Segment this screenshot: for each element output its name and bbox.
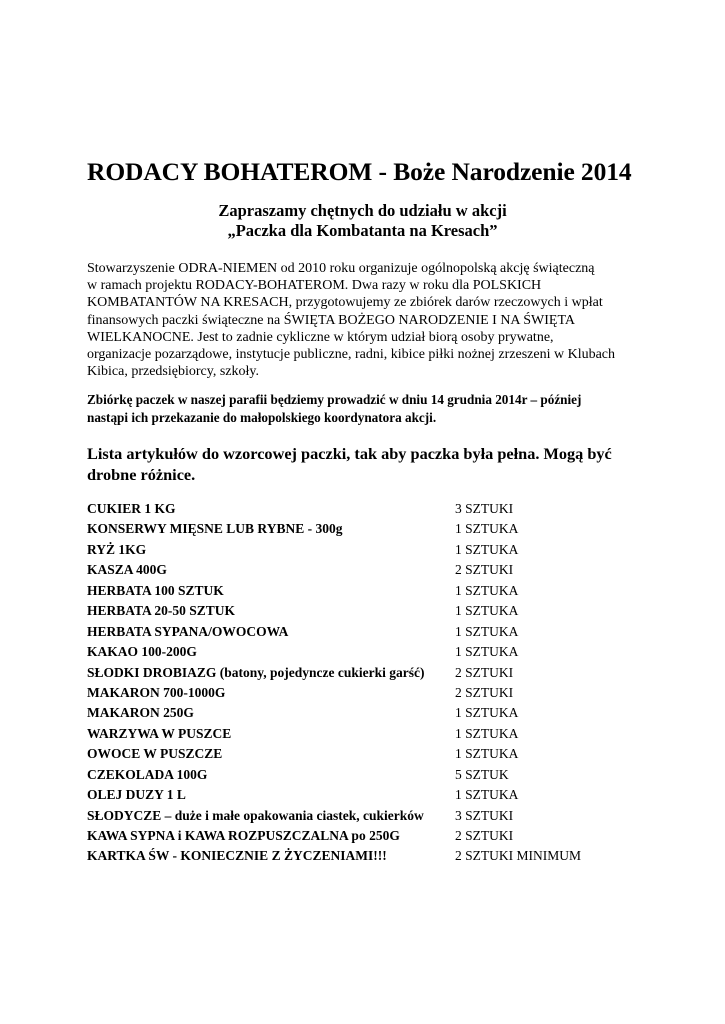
item-quantity: 1 SZTUKA [455,603,519,619]
item-name: KAKAO 100-200G [87,644,197,660]
item-quantity: 2 SZTUKI [455,562,514,578]
item-name: KASZA 400G [87,562,167,578]
collection-line: nastąpi ich przekazanie do małopolskiego koordynatora akcji. [87,409,437,425]
list-item [87,724,647,744]
item-quantity: 3 SZTUKI [455,807,514,823]
intro-line: WIELKANOCNE. Jest to zadnie cykliczne w którym udział biorą osoby prywatne, [87,329,554,345]
list-item [87,540,647,560]
item-quantity: 1 SZTUKA [455,644,519,660]
list-heading [87,444,647,485]
item-quantity: 1 SZTUKA [455,521,519,537]
document-title: RODACY BOHATEROM - Boże Narodzenie 2014 [87,157,632,186]
item-name: HERBATA SYPANA/OWOCOWA [87,623,289,639]
item-quantity: 1 SZTUKA [455,725,519,741]
intro-line: organizacje pozarządowe, instytucje publiczne, radni, kibice piłki nożnej zrzeszeni w Klubach [87,347,616,363]
list-item [87,560,647,580]
item-name: MAKARON 250G [87,705,194,721]
list-item [87,601,647,621]
item-quantity: 5 SZTUK [455,766,509,782]
list-item [87,826,647,846]
subtitle-line-1: Zapraszamy chętnych do udziału w akcji [218,201,507,220]
list-item [87,499,647,519]
list-item [87,622,647,642]
intro-line: w ramach projektu RODACY-BOHATEROM. Dwa razy w roku dla POLSKICH [87,278,542,294]
item-name: WARZYWA W PUSZCE [87,725,232,741]
list-heading-line: drobne różnice. [87,464,196,484]
item-quantity: 2 SZTUKI [455,664,514,680]
item-quantity: 1 SZTUKA [455,746,519,762]
list-item [87,581,647,601]
item-quantity: 1 SZTUKA [455,582,519,598]
item-quantity: 1 SZTUKA [455,705,519,721]
intro-paragraph [87,260,647,380]
subtitle-line-2: „Paczka dla Kombatanta na Kresach” [227,221,498,240]
item-name: RYŻ 1KG [87,541,147,557]
item-name: KAWA SYPNA i KAWA ROZPUSZCZALNA po 250G [87,828,400,843]
item-name: OLEJ DUZY 1 L [87,787,186,803]
list-item [87,765,647,785]
list-heading-line: Lista artykułów do wzorcowej paczki, tak aby paczka była pełna. Mogą być [87,444,612,463]
list-item [87,683,647,703]
item-quantity: 1 SZTUKA [455,541,519,557]
item-list [87,499,647,867]
item-quantity: 2 SZTUKI MINIMUM [455,848,581,864]
document-subtitle [0,201,725,241]
intro-line: Kibica, przedsiębiorcy, szkoły. [87,364,259,380]
item-name: HERBATA 100 SZTUK [87,582,224,598]
list-item [87,519,647,539]
item-name: OWOCE W PUSZCZE [87,746,223,762]
item-quantity: 1 SZTUKA [455,623,519,639]
collection-notice [87,391,647,426]
item-name: MAKARON 700-1000G [87,684,226,700]
list-item [87,642,647,662]
list-item [87,785,647,805]
intro-line: Stowarzyszenie ODRA-NIEMEN od 2010 roku organizuje ogólnopolską akcję świąteczną [87,261,595,276]
item-name: KONSERWY MIĘSNE LUB RYBNE - 300g [87,521,343,537]
item-quantity: 1 SZTUKA [455,787,519,803]
item-name: HERBATA 20-50 SZTUK [87,603,236,619]
item-quantity: 2 SZTUKI [455,828,514,843]
item-name: KARTKA ŚW - KONIECZNIE Z ŻYCZENIAMI!!! [87,848,387,864]
item-quantity: 3 SZTUKI [455,501,514,516]
collection-line: Zbiórkę paczek w naszej parafii będziemy prowadzić w dniu 14 grudnia 2014r – później [87,392,582,407]
item-name: SŁODYCZE – duże i małe opakowania ciastek, cukierków [87,807,424,823]
list-item [87,744,647,764]
item-quantity: 2 SZTUKI [455,684,514,700]
item-name: SŁODKI DROBIAZG (batony, pojedyncze cukierki garść) [87,664,425,680]
item-name: CZEKOLADA 100G [87,766,208,782]
list-item [87,846,647,866]
item-name: CUKIER 1 KG [87,501,176,516]
intro-line: finansowych paczki świąteczne na ŚWIĘTA BOŻEGO NARODZENIE I NA ŚWIĘTA [87,312,576,328]
list-item [87,806,647,826]
list-item [87,703,647,723]
intro-line: KOMBATANTÓW NA KRESACH, przygotowujemy ze zbiórek darów rzeczowych i wpłat [87,295,603,311]
list-item [87,663,647,683]
